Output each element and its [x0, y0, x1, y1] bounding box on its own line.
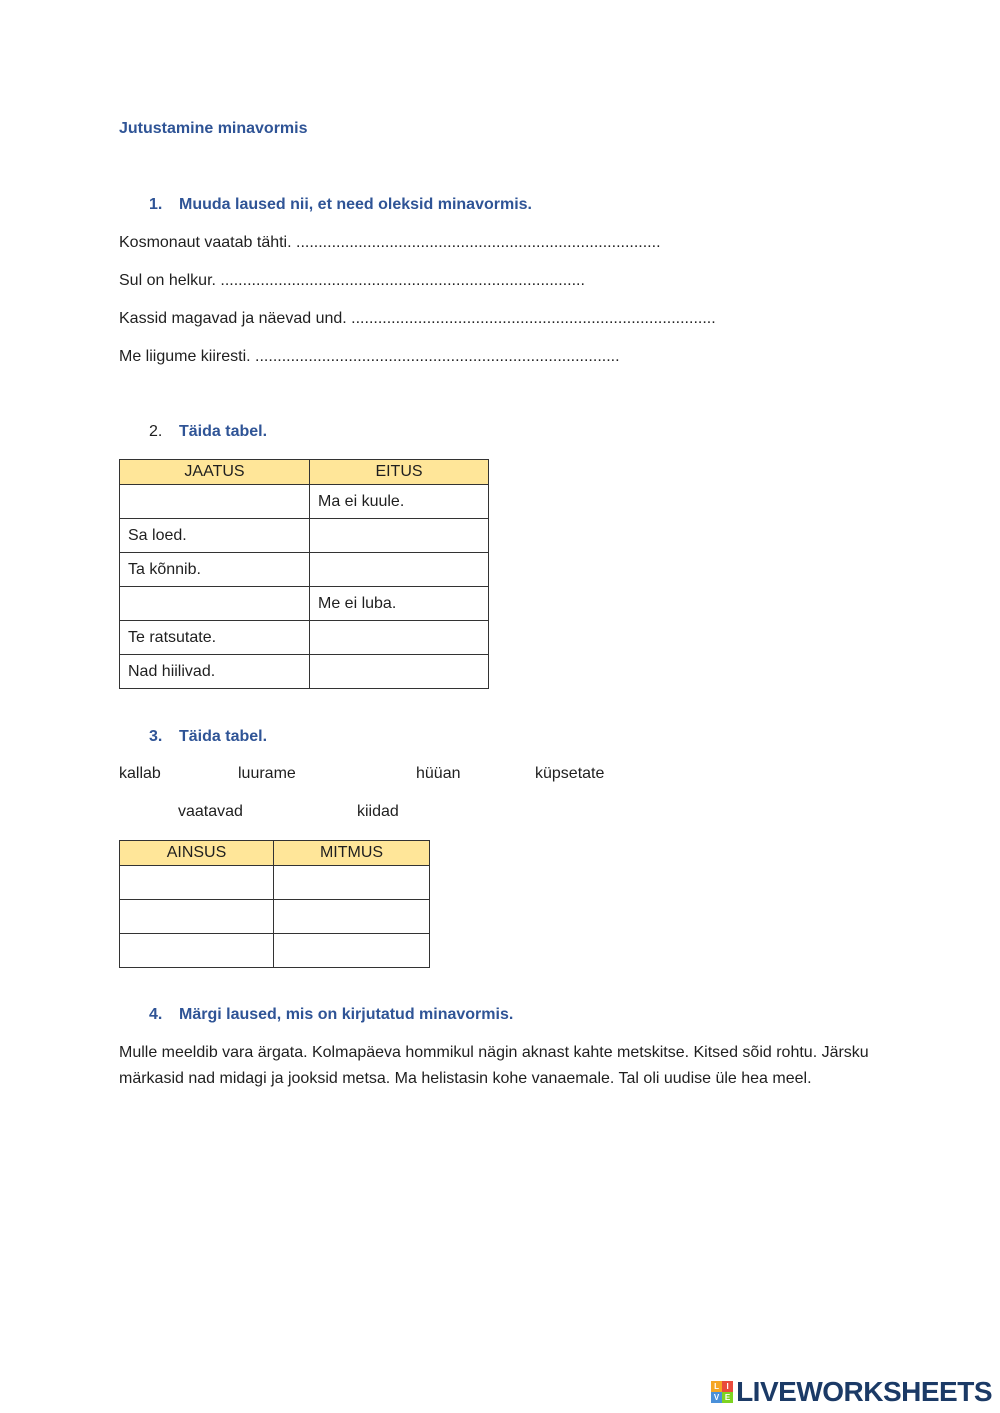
word-chip[interactable]: küpsetate [535, 765, 605, 782]
task2-number: 2. [149, 423, 163, 440]
liveworksheets-logo [711, 1377, 992, 1407]
task1-heading-text: Muuda laused nii, et need oleksid minavormis. [179, 196, 532, 213]
task3-heading [149, 728, 267, 746]
task2-cell: Ma ei kuule. [310, 485, 489, 519]
logo-mark-letter: E [722, 1392, 733, 1403]
task4-paragraph[interactable]: Mulle meeldib vara ärgata. Kolmapäeva hommikul nägin aknast kahte metskitse. Kitsed sõid rohtu. Järsku märkasid nad midagi ja jooksid metsa. Ma helistasin kohe vanaemale. Tal oli uudise üle hea meel. [119, 1044, 869, 1087]
task2-cell-input[interactable] [310, 519, 489, 553]
task4-heading-text: Märgi laused, mis on kirjutatud minavormis. [179, 1006, 514, 1023]
task2-cell-input[interactable] [120, 485, 310, 519]
logo-text: LIVEWORKSHEETS [736, 1376, 992, 1407]
task2-cell-input[interactable] [310, 621, 489, 655]
task3-heading-text: Täida tabel. [179, 728, 268, 745]
task2-cell: Te ratsutate. [120, 621, 310, 655]
task3-drop-cell[interactable] [274, 866, 430, 900]
task3-number: 3. [149, 728, 163, 745]
table-row [120, 587, 489, 621]
task3-table [119, 840, 430, 968]
word-chip[interactable]: kiidad [357, 803, 399, 820]
task2-cell-input[interactable] [310, 655, 489, 689]
table-row [120, 553, 489, 587]
word-chip[interactable]: kallab [119, 765, 161, 782]
task2-header-jaatus: JAATUS [120, 460, 310, 485]
table-row [120, 900, 430, 934]
table-row [120, 655, 489, 689]
page-title: Jutustamine minavormis [119, 120, 308, 137]
task1-line-1[interactable]: Kosmonaut vaatab tähti. .................................................................................. [119, 234, 661, 251]
task2-heading [149, 423, 267, 441]
task3-drop-cell[interactable] [120, 934, 274, 968]
table-row [120, 621, 489, 655]
task2-cell-input[interactable] [120, 587, 310, 621]
task2-table [119, 459, 489, 689]
task3-drop-cell[interactable] [274, 934, 430, 968]
word-chip[interactable]: hüüan [416, 765, 461, 782]
task3-header-ainsus: AINSUS [120, 841, 274, 866]
task1-line-4[interactable]: Me liigume kiiresti. .................................................................................. [119, 348, 620, 365]
task2-cell: Me ei luba. [310, 587, 489, 621]
task3-drop-cell[interactable] [274, 900, 430, 934]
table-row [120, 485, 489, 519]
task4-number: 4. [149, 1006, 163, 1023]
task4-heading [149, 1006, 513, 1024]
word-chip[interactable]: luurame [238, 765, 296, 782]
table-row [120, 866, 430, 900]
task2-cell-input[interactable] [310, 553, 489, 587]
task3-header-mitmus: MITMUS [274, 841, 430, 866]
task2-cell: Nad hiilivad. [120, 655, 310, 689]
task2-header-eitus: EITUS [310, 460, 489, 485]
task1-line-2[interactable]: Sul on helkur. .................................................................................. [119, 272, 585, 289]
logo-mark-letter: L [711, 1381, 722, 1392]
table-row [120, 519, 489, 553]
task2-cell: Sa loed. [120, 519, 310, 553]
logo-mark-letter: V [711, 1392, 722, 1403]
task1-line-3[interactable]: Kassid magavad ja näevad und. .................................................................................. [119, 310, 716, 327]
task2-cell: Ta kõnnib. [120, 553, 310, 587]
task3-drop-cell[interactable] [120, 866, 274, 900]
table-row [120, 934, 430, 968]
task3-drop-cell[interactable] [120, 900, 274, 934]
task1-heading [149, 196, 532, 214]
task1-number: 1. [149, 196, 163, 213]
word-chip[interactable]: vaatavad [178, 803, 243, 820]
logo-mark-icon [711, 1381, 733, 1403]
logo-mark-letter: I [722, 1381, 733, 1392]
task2-heading-text: Täida tabel. [179, 423, 268, 440]
